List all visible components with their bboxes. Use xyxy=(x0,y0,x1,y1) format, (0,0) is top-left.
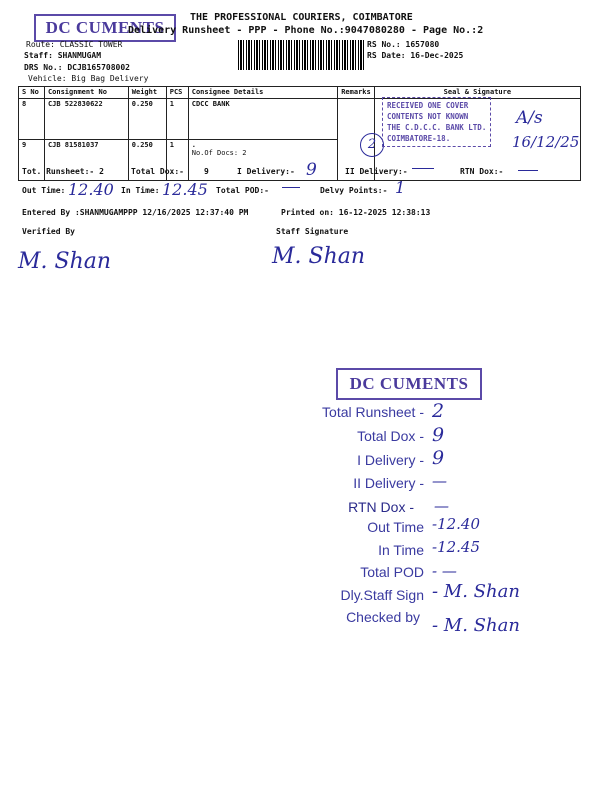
cell-consignment: CJB 522830622 xyxy=(44,99,128,140)
total-dox-value: 9 xyxy=(204,167,209,176)
cell-pcs: 1 xyxy=(166,99,188,140)
summary-hand-value: — xyxy=(434,497,449,515)
col-header: S No xyxy=(19,87,45,99)
tot-runsheet: Tot. Runsheet:- 2 xyxy=(22,167,104,176)
remark-circle-mark: 2 xyxy=(360,133,384,157)
summary-hand-value: - M. Shan xyxy=(432,615,520,636)
stamp-line: COIMBATORE-18. xyxy=(387,134,451,143)
i-delivery-label: I Delivery:- xyxy=(237,167,295,176)
rs-number: RS No.: 1657080 xyxy=(367,40,440,49)
summary-hand-value: - M. Shan xyxy=(432,581,520,602)
summary-label: II Delivery - xyxy=(353,475,424,491)
summary-label: Checked by xyxy=(346,609,420,625)
col-header: PCS xyxy=(166,87,188,99)
summary-hand-value: — xyxy=(432,472,447,490)
barcode-image xyxy=(238,40,364,70)
seal-handwriting-as: A/s xyxy=(516,108,543,128)
cell-weight: 0.250 xyxy=(128,99,166,140)
total-pod-dash xyxy=(282,187,300,188)
stamp-line: CONTENTS NOT KNOWN xyxy=(387,112,469,121)
company-title: THE PROFESSIONAL COURIERS, COIMBATORE xyxy=(190,12,413,23)
stamp-line: RECEIVED ONE COVER xyxy=(387,101,469,110)
summary-label: Total POD xyxy=(360,564,424,580)
col-header: Consignment No xyxy=(44,87,128,99)
col-header: Remarks xyxy=(338,87,375,99)
summary-label: RTN Dox - xyxy=(348,499,414,515)
drs-text: DRS No.: DCJB165708002 xyxy=(24,63,130,72)
rtn-dox-label: RTN Dox:- xyxy=(460,167,504,176)
ii-delivery-label: II Delivery:- xyxy=(345,167,408,176)
signature-left: M. Shan xyxy=(18,249,112,274)
col-header: Weight xyxy=(128,87,166,99)
verified-by-label: Verified By xyxy=(22,227,75,236)
summary-hand-value: -12.40 xyxy=(432,515,481,533)
route-text: Route: CLASSIC TOWER xyxy=(26,40,123,49)
runsheet-title: Delivery Runsheet - PPP - Phone No.:9047080280 - Page No.:2 xyxy=(128,25,484,36)
col-header: Seal & Signature xyxy=(374,87,580,99)
entered-by: Entered By :SHANMUGAMPPP 12/16/2025 12:37:40 PM xyxy=(22,208,249,217)
total-dox-label: Total Dox:- xyxy=(131,167,184,176)
staff-signature-label: Staff Signature xyxy=(276,227,349,236)
summary-label: In Time xyxy=(378,542,424,558)
out-time-label: Out Time: xyxy=(22,186,66,195)
seal-handwriting-date: 16/12/25 xyxy=(512,133,580,151)
summary-hand-value: 9 xyxy=(432,447,445,469)
summary-hand-value: 9 xyxy=(432,424,445,446)
table-row xyxy=(19,99,581,140)
out-time-hand: 12.40 xyxy=(68,180,114,199)
delvy-points-label: Delvy Points:- xyxy=(320,186,388,195)
in-time-hand: 12.45 xyxy=(162,180,208,199)
summary-label: Dly.Staff Sign xyxy=(340,587,424,603)
summary-hand-value: - — xyxy=(432,562,457,580)
cell-pcs: 1 xyxy=(166,140,188,181)
i-delivery-hand: 9 xyxy=(306,160,317,180)
summary-label: Total Runsheet - xyxy=(322,404,424,420)
cell-consignee: CDCC BANK xyxy=(188,99,337,140)
stamp-line: THE C.D.C.C. BANK LTD. xyxy=(387,123,487,132)
summary-label: Total Dox - xyxy=(357,428,424,444)
received-stamp xyxy=(382,97,491,147)
total-pod-label: Total POD:- xyxy=(216,186,269,195)
cell-consignment: CJB 81581037 xyxy=(44,140,128,181)
vehicle-text: Vehicle: Big Bag Delivery xyxy=(28,74,149,83)
docs-count: No.Of Docs: 2 xyxy=(191,149,247,157)
rs-date: RS Date: 16-Dec-2025 xyxy=(367,51,464,60)
cell-sno: 9 xyxy=(19,140,45,181)
summary-label: Out Time xyxy=(367,519,424,535)
rtn-dox-dash xyxy=(518,170,538,171)
documents-stamp-bottom: DC CUMENTS xyxy=(336,368,482,400)
consignee-dot: . xyxy=(191,141,196,149)
staff-text: Staff: SHANMUGAM xyxy=(24,51,102,60)
cell-weight: 0.250 xyxy=(128,140,166,181)
ii-delivery-dash xyxy=(412,168,434,169)
summary-hand-value: -12.45 xyxy=(432,538,481,556)
delvy-points-hand: 1 xyxy=(395,178,406,197)
cell-sno: 8 xyxy=(19,99,45,140)
table-header-row xyxy=(19,87,581,99)
col-header: Consignee Details xyxy=(188,87,337,99)
in-time-label: In Time: xyxy=(121,186,160,195)
signature-right: M. Shan xyxy=(272,244,366,269)
summary-hand-value: 2 xyxy=(432,400,445,422)
summary-label: I Delivery - xyxy=(357,452,424,468)
documents-stamp-top: DC CUMENTS xyxy=(34,14,176,42)
printed-on: Printed on: 16-12-2025 12:38:13 xyxy=(281,208,431,217)
